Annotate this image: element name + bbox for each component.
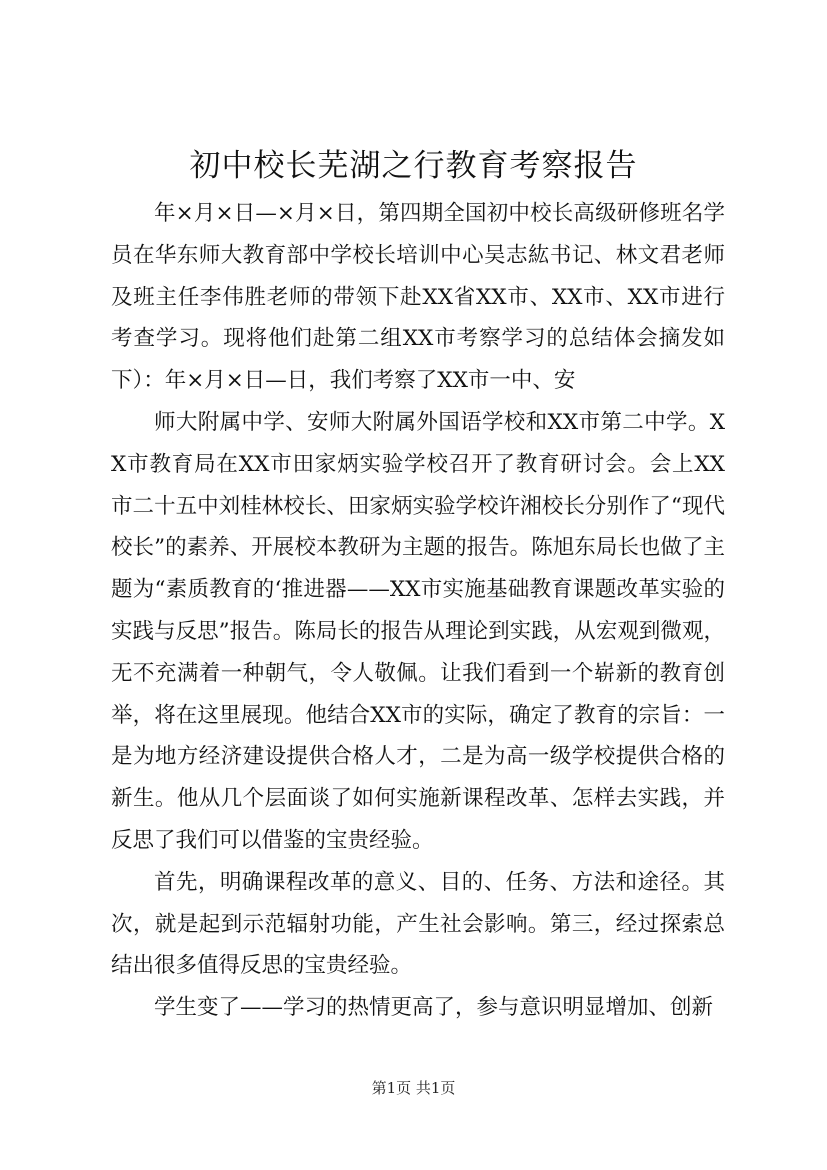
paragraph-3: 首先，明确课程改革的意义、目的、任务、方法和途径。其次，就是起到示范辐射功能，产生社会影响。第三，经过探索总结出很多值得反思的宝贵经验。: [111, 869, 725, 979]
paragraph-4: 学生变了——学习的热情更高了，参与意识明显增加、创新: [154, 995, 714, 1021]
document-body: [111, 193, 725, 1029]
paragraph-2: 师大附属中学、安师大附属外国语学校和XX市第二中学。XX市教育局在XX市田家炳实验学校召开了教育研讨会。会上XX市二十五中刘桂林校长、田家炳实验学校许湘校长分别作了“现代校长”的素养、开展校本教研为主题的报告。陈旭东局长也做了主题为“素质教育的‘推进器——XX市实施基础教育课题改革实验的实践与反思”报告。陈局长的报告从理论到实践，从宏观到微观，无不充满着一种朝气，令人敬佩。让我们看到一个崭新的教育创举，将在这里展现。他结合XX市的实际，确定了教育的宗旨：一是为地方经济建设提供合格人才，二是为高一级学校提供合格的新生。他从几个层面谈了如何实施新课程改革、怎样去实践，并反思了我们可以借鉴的宝贵经验。: [111, 409, 725, 853]
paragraph-1: 年×月×日—×月×日，第四期全国初中校长高级研修班名学员在华东师大教育部中学校长培训中心吴志紘书记、林文君老师及班主任李伟胜老师的带领下赴XX省XX市、XX市、XX市进行考查学习。现将他们赴第二组XX市考察学习的总结体会摘发如下）：年×月×日—日，我们考察了XX市一中、安: [111, 201, 725, 394]
page-footer: 第1页 共1页: [371, 1079, 456, 1097]
document-title: 初中校长芜湖之行教育考察报告: [189, 148, 638, 184]
